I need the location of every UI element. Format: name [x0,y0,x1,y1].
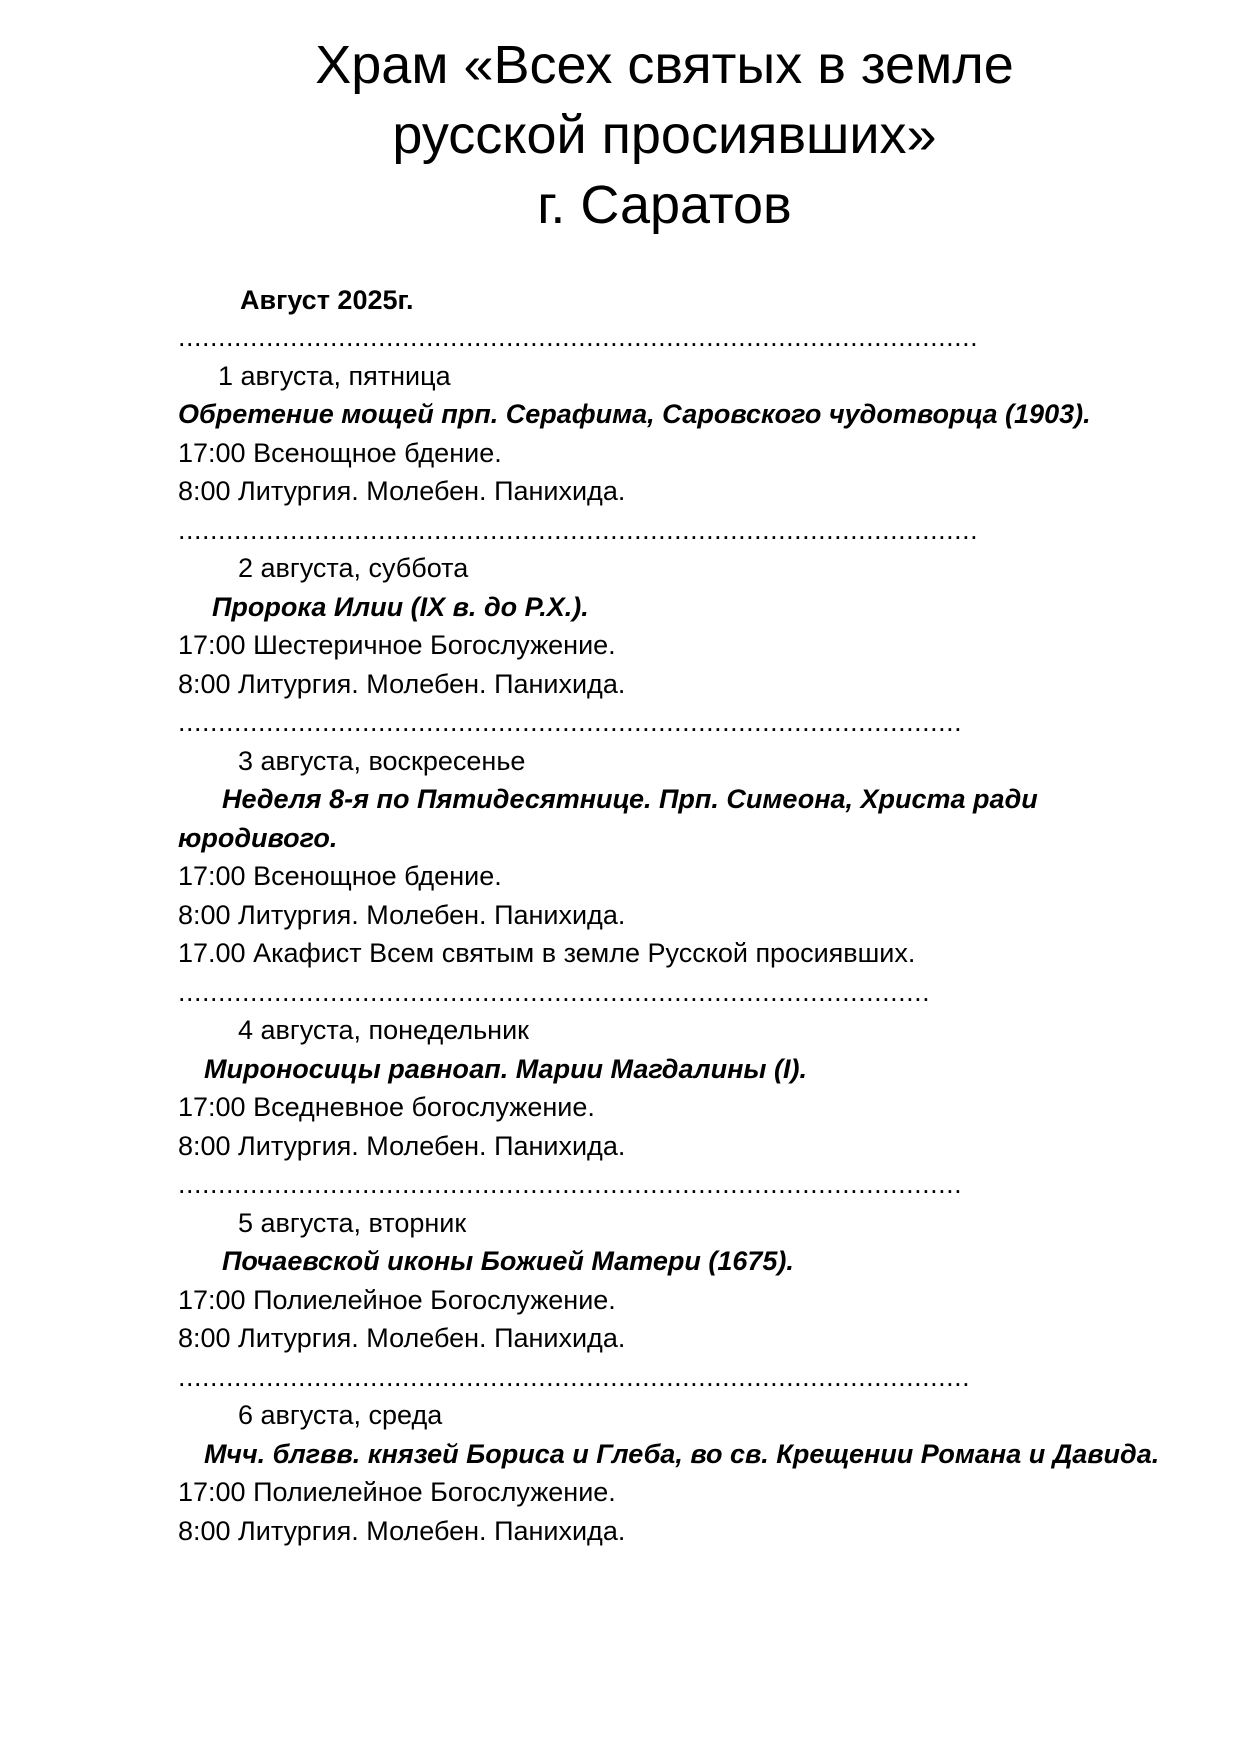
entry-date: 6 августа, среда [238,1400,443,1430]
entry-feast: Мчч. блгвв. князей Бориса и Глеба, во св. Крещении Романа и Давида. [204,1438,1160,1469]
dotted-separator: .............................................................................................. [178,976,931,1007]
entry-service: 17:00 Полиелейное Богослужение. [178,1284,616,1315]
entry-service: 17:00 Полиелейное Богослужение. [178,1477,616,1507]
entry-date: 1 августа, пятница [218,360,451,391]
entry-feast: Пророка Илии (IX в. до Р.Х.). [212,591,589,622]
entry-date: 2 августа, суббота [238,553,469,583]
dotted-separator: .................................................................................................. [178,707,963,737]
month-heading: Август 2025г. [240,285,414,315]
entry-service: 8:00 Литургия. Молебен. Панихида. [178,668,626,699]
entry-service: 8:00 Литургия. Молебен. Панихида. [178,476,626,506]
dotted-separator: .................................................................................................... [178,514,979,545]
page-title [0,30,1241,240]
title-line: г. Саратов [537,175,792,235]
entry-service: 17:00 Вседневное богослужение. [178,1092,595,1122]
schedule [178,318,1178,1550]
entry-date: 4 августа, понедельник [238,1015,529,1045]
entry-service: 8:00 Литургия. Молебен. Панихида. [178,1323,626,1353]
dotted-separator: ................................................................................................... [178,1361,971,1392]
entry-service: 17.00 Акафист Всем святым в земле Русской просиявших. [178,938,916,968]
dotted-separator: .................................................................................................... [178,322,979,352]
title-line: Храм «Всех святых в земле [315,35,1014,95]
entry-date: 3 августа, воскресенье [238,745,526,776]
entry-service: 8:00 Литургия. Молебен. Панихида. [178,1130,626,1161]
entry-service: 17:00 Шестеричное Богослужение. [178,630,616,660]
entry-date: 5 августа, вторник [238,1207,467,1238]
entry-service: 17:00 Всенощное бдение. [178,861,502,891]
entry-feast: Неделя 8-я по Пятидесятнице. Прп. Симеона, Христа ради юродивого. [178,784,1038,853]
entry-feast: Мироносицы равноап. Марии Магдалины (I). [204,1053,807,1084]
entry-service: 17:00 Всенощное бдение. [178,437,502,468]
entry-service: 8:00 Литургия. Молебен. Панихида. [178,899,626,930]
title-line: русской просиявших» [392,105,937,165]
entry-feast: Почаевской иконы Божией Матери (1675). [222,1246,794,1276]
dotted-separator: .................................................................................................. [178,1169,963,1199]
entry-feast: Обретение мощей прп. Серафима, Саровского чудотворца (1903). [178,399,1091,429]
entry-service: 8:00 Литургия. Молебен. Панихида. [178,1515,626,1546]
